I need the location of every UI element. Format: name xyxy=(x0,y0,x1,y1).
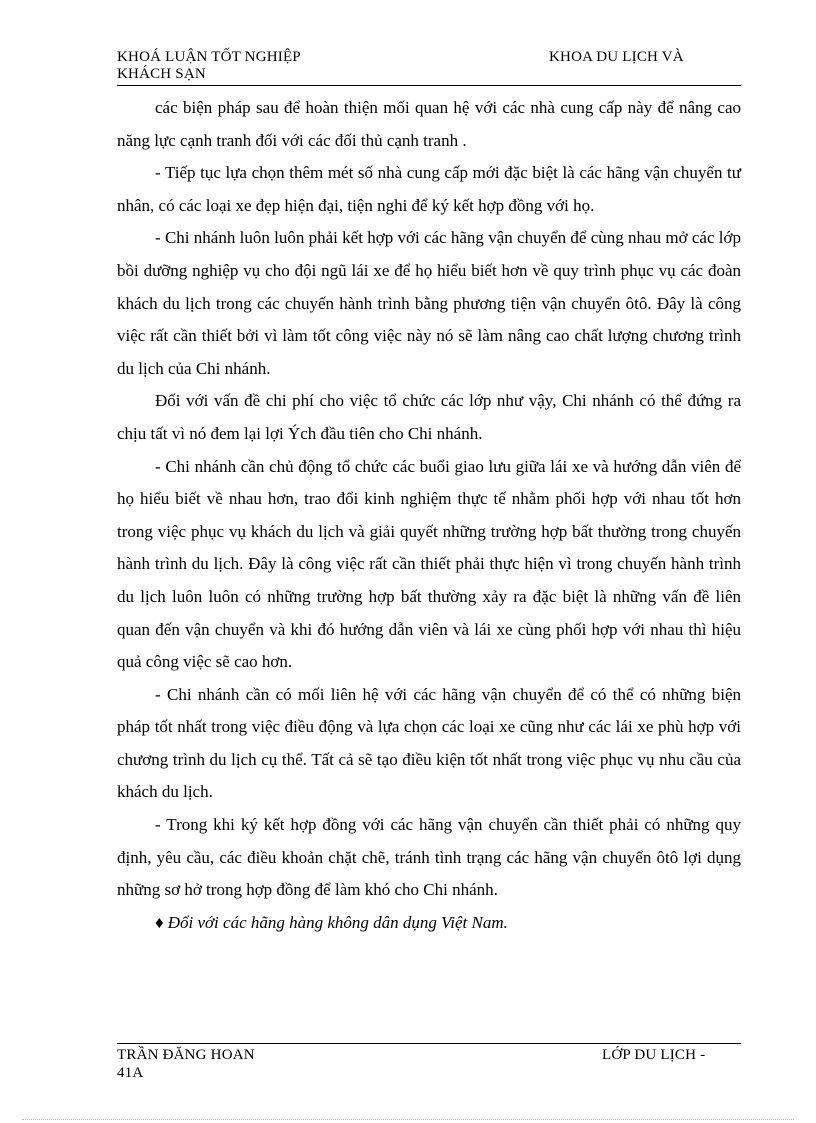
page-header xyxy=(117,49,741,86)
subheading-text: Đối với các hãng hàng không dân dụng Việt Nam. xyxy=(167,912,508,932)
footer-class: LỚP DU LỊCH - xyxy=(602,1047,706,1063)
footer-class-code: 41A xyxy=(117,1065,144,1081)
paragraph-training-costs: Đối với vấn đề chi phí cho việc tổ chức các lớp như vậy, Chi nhánh có thể đứng ra chịu tất vì nó đem lại lợi Ých đầu tiên cho Chi nhánh. xyxy=(117,391,741,443)
paragraph-contract-terms: - Trong khi ký kết hợp đồng với các hãng vận chuyển cần thiết phải có những quy định, yêu cầu, các điều khoản chặt chẽ, tránh tình trạng các hãng vận chuyển ôtô lợi dụng những sơ hở trong hợp đồng để làm khó cho Chi nhánh. xyxy=(117,815,741,900)
footer-author: TRẦN ĐĂNG HOAN xyxy=(117,1047,255,1063)
paragraph-vehicle-coordination: - Chi nhánh cần có mối liên hệ với các hãng vận chuyển để có thể có những biện pháp tốt nhất trong việc điều động và lựa chọn các loại xe cũng như các lái xe phù hợp với chương trình du lịch cụ thể. Tất cả sẽ tạo điều kiện tốt nhất trong việc phục vụ nhu cầu của khách du lịch. xyxy=(117,684,741,802)
paragraph-training-drivers: - Chi nhánh luôn luôn phải kết hợp với các hãng vận chuyển để cùng nhau mở các lớp bồi dưỡng nghiệp vụ cho đội ngũ lái xe để họ hiểu biết hơn về quy trình phục vụ các đoàn khách du lịch trong các chuyến hành trình bằng phương tiện vận chuyển ôtô. Đây là công việc rất cần thiết bởi vì làm tốt công việc này nó sẽ làm nâng cao chất lượng chương trình du lịch của Chi nhánh. xyxy=(117,228,741,378)
paragraph-select-suppliers: - Tiếp tục lựa chọn thêm mét số nhà cung cấp mới đặc biệt là các hãng vận chuyển tư nhân, có các loại xe đẹp hiện đại, tiện nghi để ký kết hợp đồng với họ. xyxy=(117,163,741,215)
page-footer xyxy=(117,1043,741,1084)
subheading-airlines xyxy=(117,907,741,940)
page-bottom-edge xyxy=(22,1119,794,1120)
header-left-title-continued: KHÁCH SẠN xyxy=(117,66,206,82)
paragraph-intro: các biện pháp sau để hoàn thiện mối quan hệ với các nhà cung cấp này để nâng cao năng lực cạnh tranh đối với các đối thủ cạnh tranh . xyxy=(117,98,741,150)
document-body xyxy=(117,92,741,939)
header-left-title: KHOÁ LUẬN TỐT NGHIỆP xyxy=(117,49,301,65)
header-right-title: KHOA DU LỊCH VÀ xyxy=(549,49,684,65)
paragraph-exchange-meetings: - Chi nhánh cần chủ động tổ chức các buổi giao lưu giữa lái xe và hướng dẫn viên để họ hiểu biết về nhau hơn, trao đổi kinh nghiệm thực tế nhằm phối hợp với nhau tốt hơn trong việc phục vụ khách du lịch và giải quyết những trường hợp bất thường trong chuyến hành trình du lịch. Đây là công việc rất cần thiết phải thực hiện vì trong chuyến hành trình du lịch luôn luôn có những trường hợp bất thường xảy ra đặc biệt là những vấn đề liên quan đến vận chuyển và khi đó hướng dẫn viên và lái xe cùng phối hợp với nhau thì hiệu quả công việc sẽ cao hơn. xyxy=(117,456,741,672)
diamond-bullet-icon: ♦ xyxy=(155,912,164,932)
